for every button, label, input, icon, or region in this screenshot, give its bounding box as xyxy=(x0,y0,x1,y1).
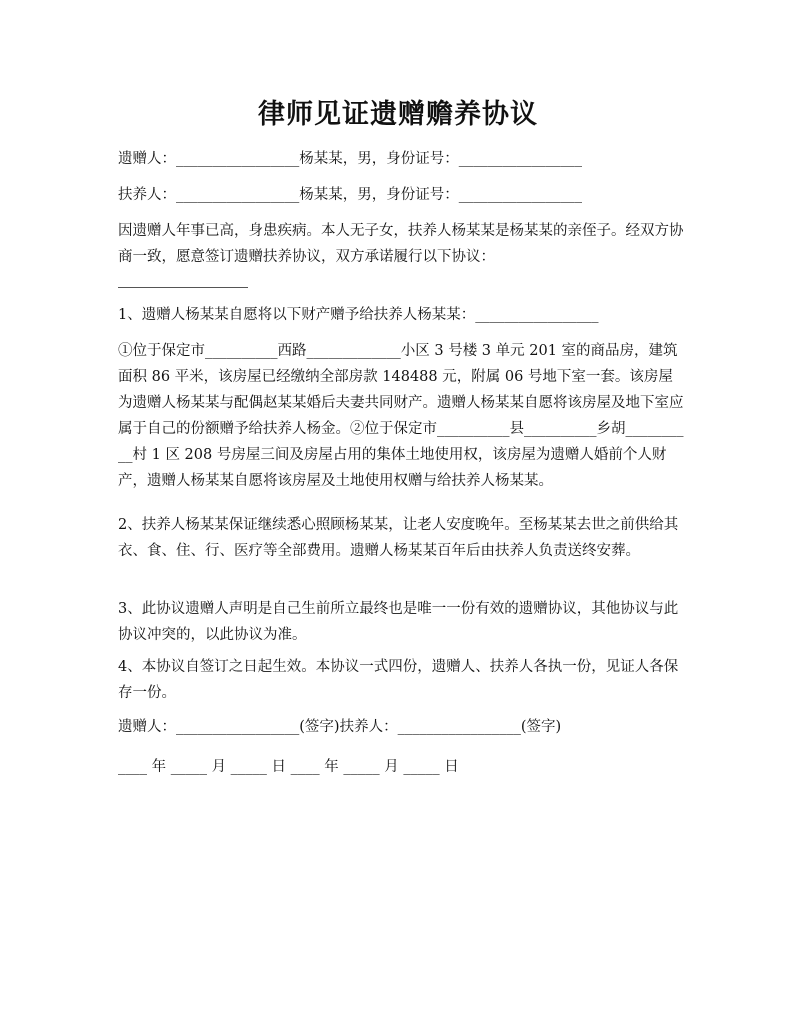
bequeather-line: 遗赠人：_________________杨某某，男，身份证号：_________________ xyxy=(118,151,582,167)
blank-rule xyxy=(118,287,248,288)
clause-1: 1、遗赠人杨某某自愿将以下财产赠予给扶养人杨某某：_________________ xyxy=(118,307,599,323)
property-paragraph: ①位于保定市__________西路_____________小区 3 号楼 3 单元 201 室的商品房，建筑面积 86 平米，该房屋已经缴纳全部房款 148488 元，附属 06 号地下室一套。该房屋为遗赠人杨某某与配偶赵某某婚后夫妻共同财产。遗赠人杨某某自愿将该房屋及地下室应属于自己的份额赠予给扶养人杨金。②位于保定市__________县__________乡胡__________村 1 区 208 号房屋三间及房屋占用的集体土地使用权，该房屋为遗赠人婚前个人财产，遗赠人杨某某自愿将该房屋及土地使用权赠与给扶养人杨某某。 xyxy=(118,343,684,489)
signature-line: 遗赠人：_________________(签字)扶养人：_________________(签字) xyxy=(118,719,562,735)
clause-2: 2、扶养人杨某某保证继续悉心照顾杨某某，让老人安度晚年。至杨某某去世之前供给其衣、食、住、行、医疗等全部费用。遗赠人杨某某百年后由扶养人负责送终安葬。 xyxy=(118,517,679,559)
date-line: ____ 年 _____ 月 _____ 日 ____ 年 _____ 月 _____ 日 xyxy=(118,759,459,775)
clause-3: 3、此协议遗赠人声明是自己生前所立最终也是唯一一份有效的遗赠协议，其他协议与此协议冲突的，以此协议为准。 xyxy=(118,601,679,643)
clause-4: 4、本协议自签订之日起生效。本协议一式四份，遗赠人、扶养人各执一份，见证人各保存一份。 xyxy=(118,659,679,701)
document-title: 律师见证遗赠赡养协议 xyxy=(258,99,538,130)
intro-paragraph: 因遗赠人年事已高，身患疾病。本人无子女，扶养人杨某某是杨某某的亲侄子。经双方协商一致，愿意签订遗赠扶养协议，双方承诺履行以下协议： xyxy=(118,223,684,265)
supporter-line: 扶养人：_________________杨某某，男，身份证号：_________________ xyxy=(118,187,582,203)
